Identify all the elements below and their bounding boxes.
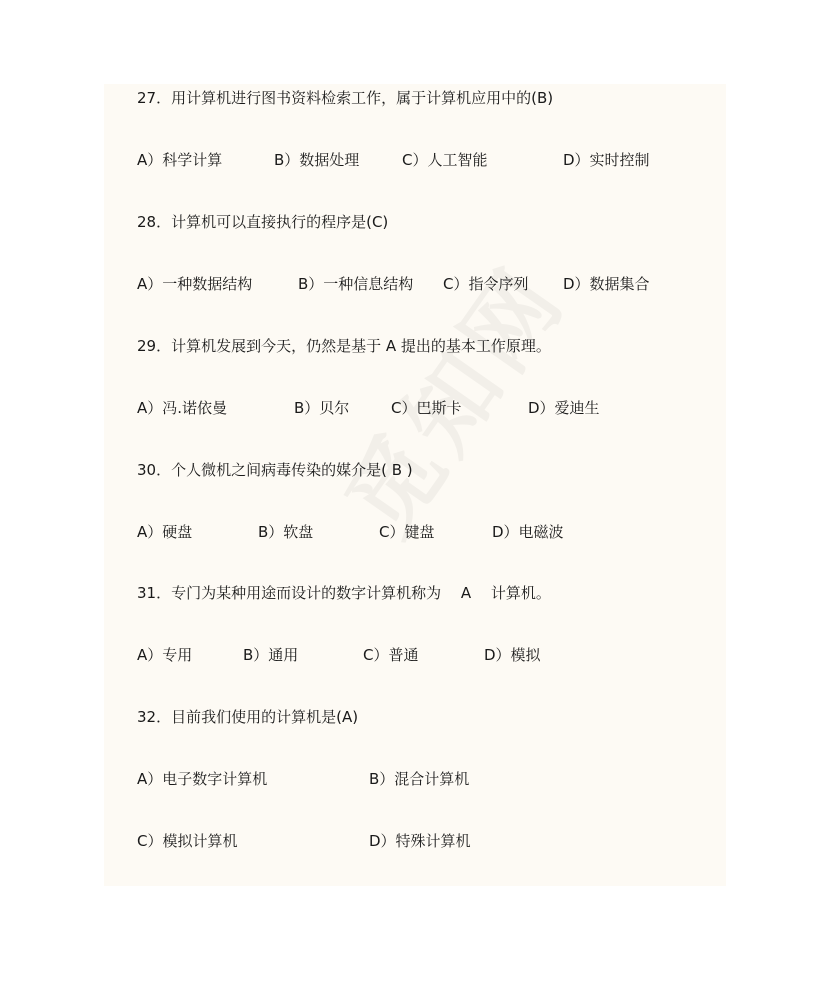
- option-31-a: A）专用: [137, 646, 193, 664]
- question-28: 28．计算机可以直接执行的程序是(C): [137, 213, 389, 231]
- option-27-c: C）人工智能: [402, 151, 488, 169]
- option-32-b: B）混合计算机: [369, 770, 470, 788]
- option-32-a: A）电子数字计算机: [137, 770, 268, 788]
- question-31: 31．专门为某种用途而设计的数字计算机称为 A 计算机。: [137, 584, 551, 602]
- option-30-c: C）键盘: [379, 523, 435, 541]
- option-29-a: A）冯.诺依曼: [137, 399, 228, 417]
- option-28-d: D）数据集合: [563, 275, 650, 293]
- option-29-b: B）贝尔: [294, 399, 350, 417]
- question-27: 27．用计算机进行图书资料检索工作，属于计算机应用中的(B): [137, 89, 554, 107]
- option-27-d: D）实时控制: [563, 151, 650, 169]
- option-28-b: B）一种信息结构: [298, 275, 414, 293]
- option-29-c: C）巴斯卡: [391, 399, 462, 417]
- question-29: 29．计算机发展到今天，仍然是基于 A 提出的基本工作原理。: [137, 337, 551, 355]
- option-29-d: D）爱迪生: [528, 399, 600, 417]
- document-page: [104, 84, 726, 886]
- option-28-c: C）指令序列: [443, 275, 529, 293]
- question-30: 30．个人微机之间病毒传染的媒介是( B ): [137, 461, 413, 479]
- option-31-c: C）普通: [363, 646, 419, 664]
- option-30-d: D）电磁波: [492, 523, 564, 541]
- option-30-b: B）软盘: [258, 523, 314, 541]
- option-30-a: A）硬盘: [137, 523, 193, 541]
- option-27-b: B）数据处理: [274, 151, 360, 169]
- option-31-d: D）模拟: [484, 646, 541, 664]
- option-32-c: C）模拟计算机: [137, 832, 238, 850]
- question-32: 32．目前我们使用的计算机是(A): [137, 708, 359, 726]
- option-31-b: B）通用: [243, 646, 299, 664]
- option-27-a: A）科学计算: [137, 151, 223, 169]
- option-32-d: D）特殊计算机: [369, 832, 471, 850]
- option-28-a: A）一种数据结构: [137, 275, 253, 293]
